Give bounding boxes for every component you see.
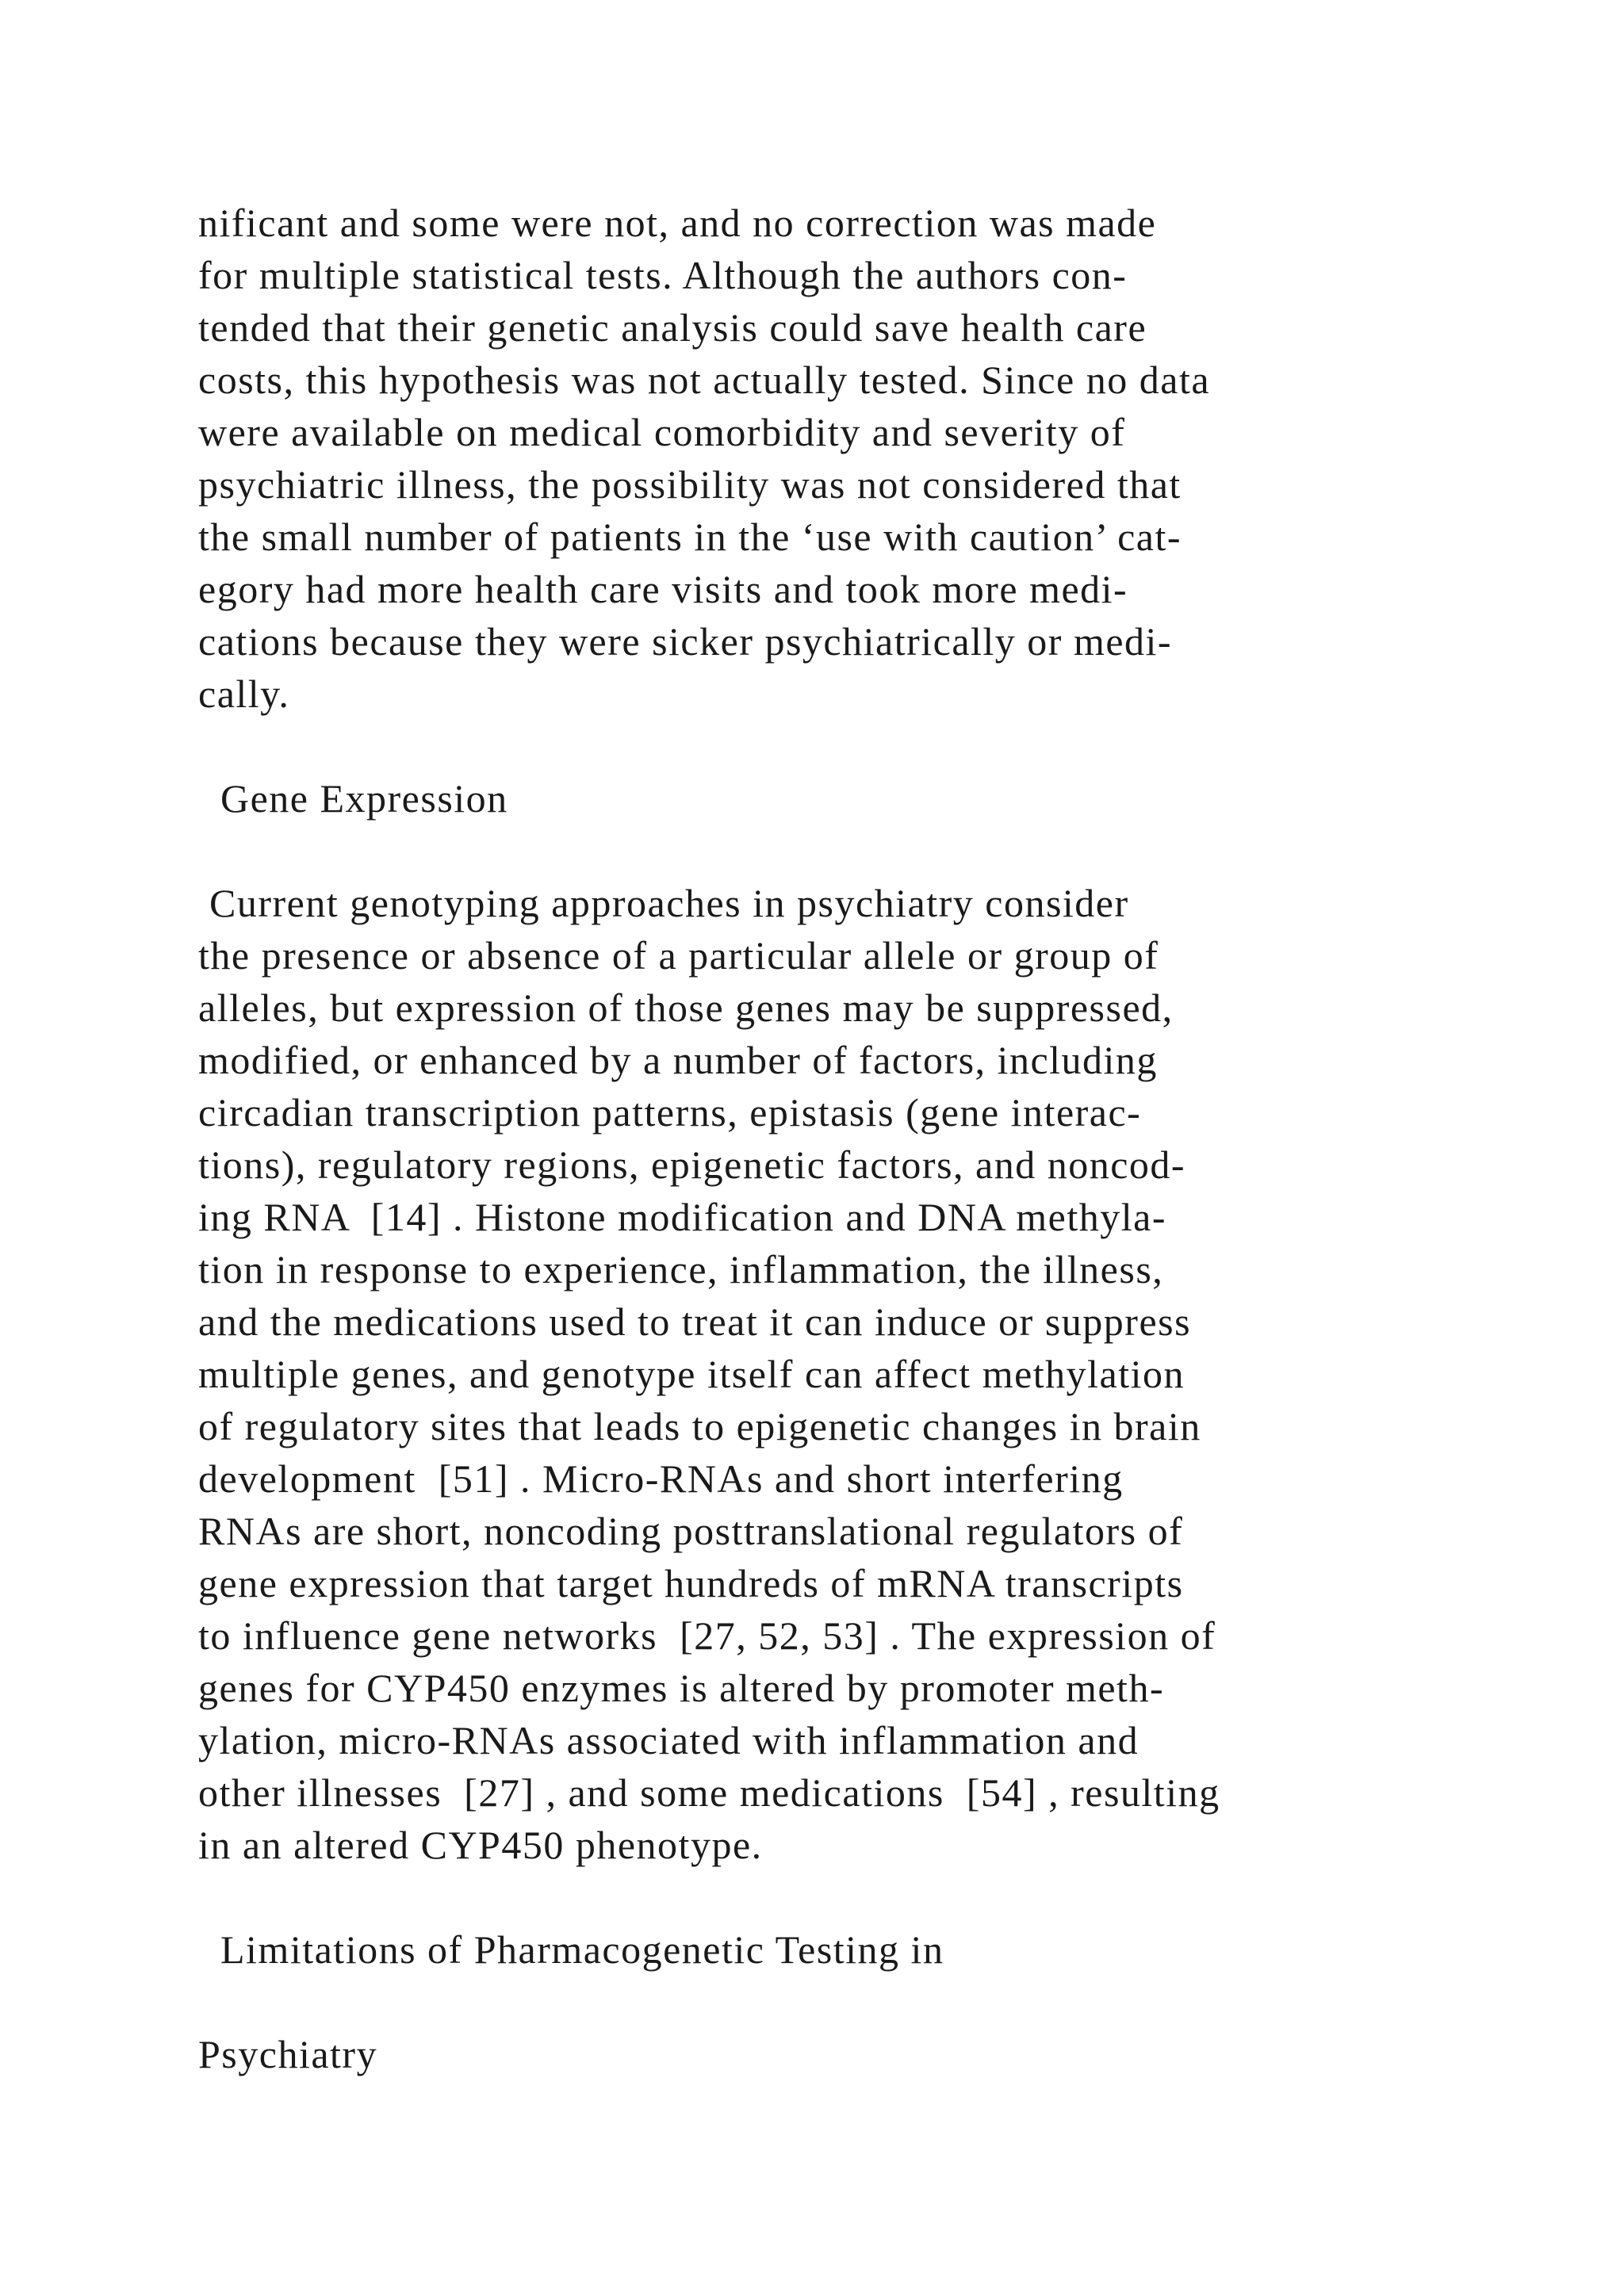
paragraph-1-line-8: egory had more health care visits and took more medi- [198, 567, 1128, 611]
paragraph-2-line-6: tions), regulatory regions, epigenetic factors, and noncod- [198, 1142, 1186, 1187]
paragraph-2-line-4: modified, or enhanced by a number of factors, including [198, 1038, 1158, 1082]
paragraph-2-line-3: alleles, but expression of those genes may be suppressed, [198, 985, 1174, 1030]
paragraph-1-line-2: for multiple statistical tests. Although the authors con- [198, 253, 1128, 297]
paragraph-2-line-8: tion in response to experience, inflammation, the illness, [198, 1247, 1164, 1292]
paragraph-1-line-3: tended that their genetic analysis could save health care [198, 305, 1147, 350]
paragraph-2-line-19: in an altered CYP450 phenotype. [198, 1823, 763, 1867]
paragraph-1-line-5: were available on medical comorbidity and severity of [198, 410, 1126, 454]
paragraph-2-line-11: of regulatory sites that leads to epigenetic changes in brain [198, 1404, 1201, 1448]
paragraph-1-line-6: psychiatric illness, the possibility was not considered that [198, 462, 1182, 507]
section-heading-limitations-line-1: Limitations of Pharmacogenetic Testing in [198, 1927, 944, 1972]
paragraph-2-line-7: ing RNA [14] . Histone modification and DNA methyla- [198, 1195, 1167, 1239]
paragraph-2-line-5: circadian transcription patterns, epistasis (gene interac- [198, 1090, 1142, 1135]
paragraph-2-line-1: Current genotyping approaches in psychiatry consider [198, 881, 1129, 925]
paragraph-2-line-18: other illnesses [27] , and some medications [54] , resulting [198, 1770, 1220, 1815]
paragraph-2-line-12: development [51] . Micro-RNAs and short interfering [198, 1456, 1124, 1501]
section-heading-limitations-line-2: Psychiatry [198, 2032, 378, 2076]
paragraph-2-line-13: RNAs are short, noncoding posttranslational regulators of [198, 1509, 1184, 1553]
paragraph-2-line-10: multiple genes, and genotype itself can affect methylation [198, 1352, 1185, 1396]
paragraph-1-line-10: cally. [198, 672, 290, 716]
paragraph-1-line-4: costs, this hypothesis was not actually tested. Since no data [198, 358, 1211, 402]
section-heading-gene-expression: Gene Expression [198, 776, 508, 821]
paragraph-2-line-14: gene expression that target hundreds of mRNA transcripts [198, 1561, 1184, 1605]
paragraph-2-line-17: ylation, micro-RNAs associated with inflammation and [198, 1718, 1139, 1762]
paragraph-2-line-2: the presence or absence of a particular allele or group of [198, 933, 1159, 978]
paragraph-2-line-9: and the medications used to treat it can induce or suppress [198, 1299, 1192, 1344]
paragraph-1-line-7: the small number of patients in the ‘use with caution’ cat- [198, 515, 1182, 559]
paragraph-1-line-1: nificant and some were not, and no correction was made [198, 201, 1157, 245]
paragraph-1-line-9: cations because they were sicker psychiatrically or medi- [198, 619, 1173, 664]
paragraph-2-line-16: genes for CYP450 enzymes is altered by promoter meth- [198, 1666, 1165, 1710]
paragraph-2-line-15: to influence gene networks [27, 52, 53] . The expression of [198, 1613, 1216, 1658]
